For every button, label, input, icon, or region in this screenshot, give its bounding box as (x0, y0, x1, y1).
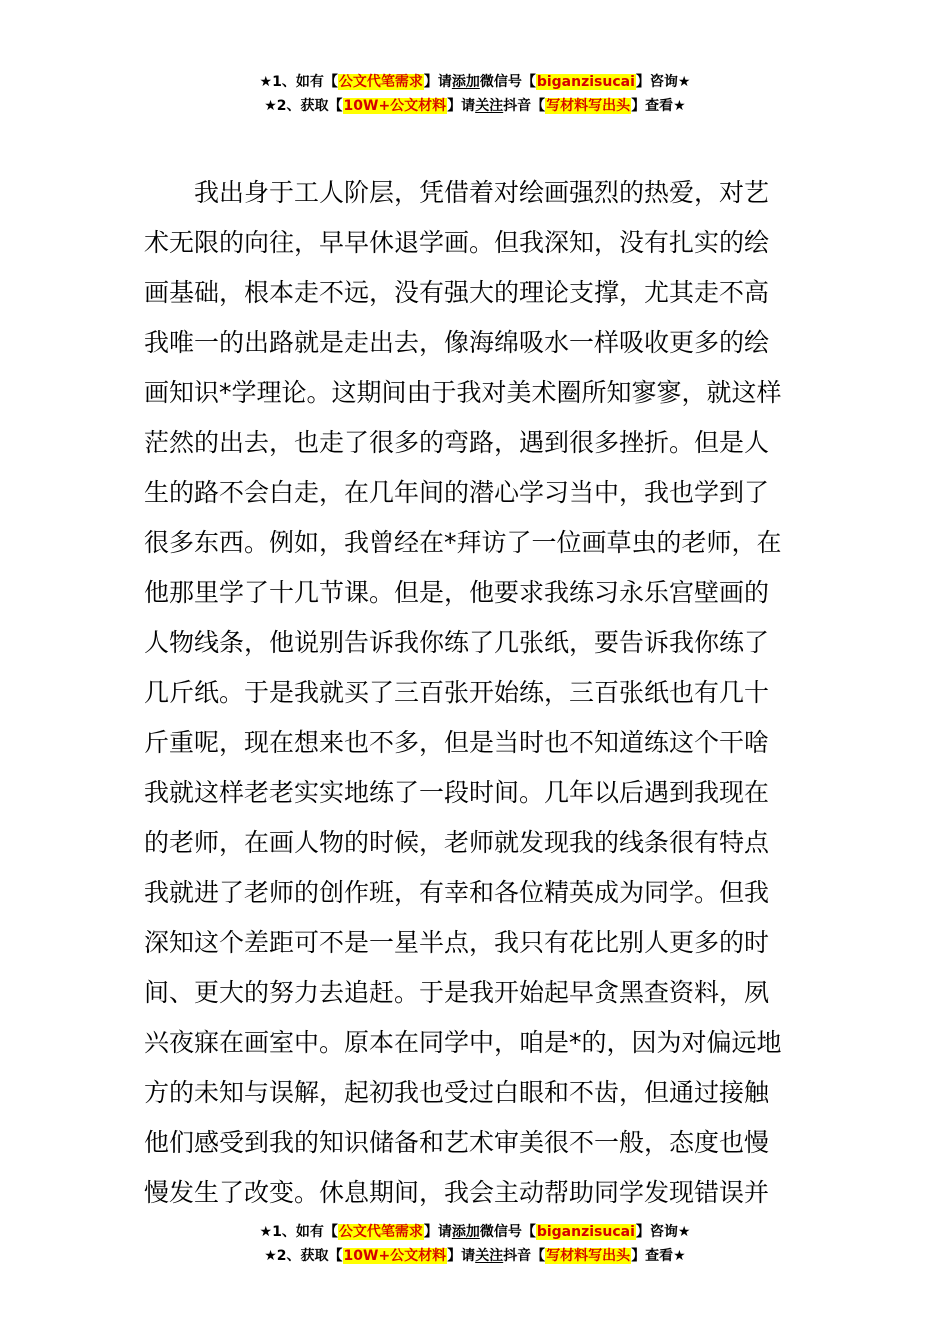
promo-highlight: biganzisucai (536, 74, 635, 90)
footer-promo-banner (0, 1220, 950, 1268)
promo-highlight: 10W+公文材料 (343, 98, 447, 114)
text-line: 间、更大的努力去追赶。于是我开始起早贪黑查资料，夙 (144, 978, 770, 1007)
text-line: 术无限的向往，早早休退学画。但我深知，没有扎实的绘 (144, 228, 770, 257)
text-line: 深知这个差距可不是一星半点，我只有花比别人更多的时 (144, 928, 770, 957)
header-promo-banner (0, 70, 950, 118)
text-line: 我唯一的出路就是走出去，像海绵吸水一样吸收更多的绘 (144, 328, 770, 357)
promo-highlight: 写材料写出头 (546, 1248, 631, 1264)
text-line: 斤重呢，现在想来也不多，但是当时也不知道练这个干啥 (144, 728, 770, 757)
text-line: 画知识*学理论。这期间由于我对美术圈所知寥寥，就这样 (144, 378, 782, 407)
promo-line-2: ★2、获取【10W+公文材料】请关注抖音【写材料写出头】查看★ (264, 98, 686, 114)
text-line: 人物线条，他说别告诉我你练了几张纸，要告诉我你练了 (144, 628, 770, 657)
text-line: 画基础，根本走不远，没有强大的理论支撑，尤其走不高 (144, 278, 770, 307)
text-line: 我就这样老老实实地练了一段时间。几年以后遇到我现在 (144, 778, 770, 807)
text-line: 方的未知与误解，起初我也受过白眼和不齿，但通过接触 (144, 1078, 770, 1107)
promo-line-1: ★1、如有【公文代笔需求】请添加微信号【biganzisucai】咨询★ (259, 1224, 691, 1240)
text-line: 的老师，在画人物的时候，老师就发现我的线条很有特点 (144, 828, 770, 857)
text-line: 他们感受到我的知识储备和艺术审美很不一般，态度也慢 (144, 1128, 770, 1157)
promo-highlight: 公文代笔需求 (338, 1224, 423, 1240)
text-line: 生的路不会白走，在几年间的潜心学习当中，我也学到了 (144, 478, 770, 507)
promo-highlight: 公文代笔需求 (338, 74, 423, 90)
text-line: 慢发生了改变。休息期间，我会主动帮助同学发现错误并 (144, 1178, 770, 1207)
promo-line-1: ★1、如有【公文代笔需求】请添加微信号【biganzisucai】咨询★ (259, 74, 691, 90)
text-line: 茫然的出去，也走了很多的弯路，遇到很多挫折。但是人 (144, 428, 770, 457)
text-line: 几斤纸。于是我就买了三百张开始练，三百张纸也有几十 (144, 678, 770, 707)
promo-highlight: biganzisucai (536, 1224, 635, 1240)
text-line: 我出身于工人阶层，凭借着对绘画强烈的热爱，对艺 (194, 178, 770, 207)
text-line: 兴夜寐在画室中。原本在同学中，咱是*的，因为对偏远地 (144, 1028, 782, 1057)
text-line: 我就进了老师的创作班，有幸和各位精英成为同学。但我 (144, 878, 770, 907)
text-line: 他那里学了十几节课。但是，他要求我练习永乐宫壁画的 (144, 578, 770, 607)
promo-highlight: 写材料写出头 (546, 98, 631, 114)
promo-line-2: ★2、获取【10W+公文材料】请关注抖音【写材料写出头】查看★ (264, 1248, 686, 1264)
text-line: 很多东西。例如，我曾经在*拜访了一位画草虫的老师，在 (144, 528, 782, 557)
promo-highlight: 10W+公文材料 (343, 1248, 447, 1264)
body-paragraph (144, 168, 809, 1218)
